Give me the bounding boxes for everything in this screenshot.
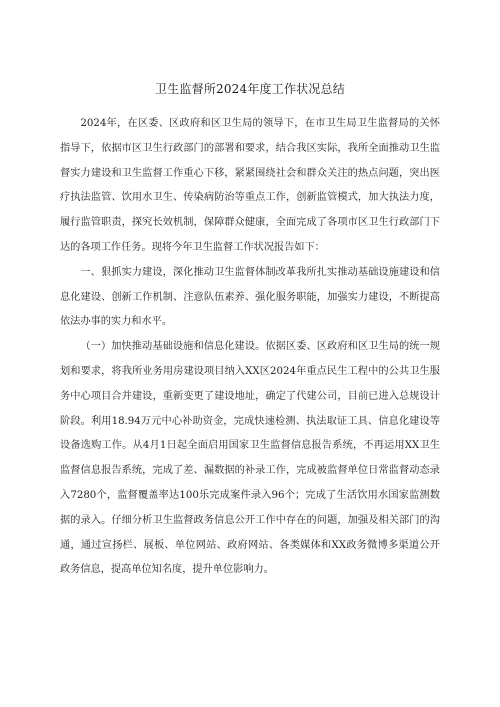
paragraph-subsection-one: （一）加快推动基础设施和信息化建设。依据区委、区政府和区卫生局的统一规划和要求，将我所业务用房建设项目纳入XX区2024年重点民生工程中的公共卫生服务中心项目合并建设，重新变更了建设地址，确定了代建公司，目前已进入总规设计阶段。利用18.94万元中心补助资金，完成快速检测、执法取证工具、信息化建设等设备选购工作。从4月1日起全面启用国家卫生监督信息报告系统，不再运用XX卫生监督信息报告系统，完成了差、漏数据的补录工作，完成被监督单位日常监督动态录入7280个，监督覆盖率达100乐完成案件录入96个；完成了生活饮用水国家监测数据的录入。仔细分析卫生监督政务信息公开工作中存在的问题，加强及相关部门的沟通，通过宣扬栏、展板、单位网站、政府网站、各类媒体和XX政务微博多渠道公开政务信息，提高单位知名度，提升单位影响力。 xyxy=(60,341,440,576)
paragraph-section-one: 一、狠抓实力建设，深化推动卫生监督体制改革我所扎实推动基础设施建设和信息化建设、创新工作机制、注意队伍素养、强化服务职能，加强实力建设，不断提高依法办事的实力和水平。 xyxy=(60,266,440,328)
paragraph-intro: 2024年，在区委、区政府和区卫生局的领导下，在市卫生局卫生监督局的关怀指导下，依据市区卫生行政部门的部署和要求，结合我区实际，我所全面推动卫生监督实力建设和卫生监督工作重心下移，紧紧围绕社会和群众关注的热点问题，突出医疗执法监管、饮用水卫生、传染病防治等重点工作，创新监管模式，加大执法力度，履行监管职责，探究长效机制，保障群众健康，全面完成了各项市区卫生行政部门下达的各项工作任务。现将今年卫生监督工作状况报告如下： xyxy=(60,118,440,253)
document-title: 卫生监督所2024年度工作状况总结 xyxy=(155,82,345,96)
document-body xyxy=(60,112,440,583)
